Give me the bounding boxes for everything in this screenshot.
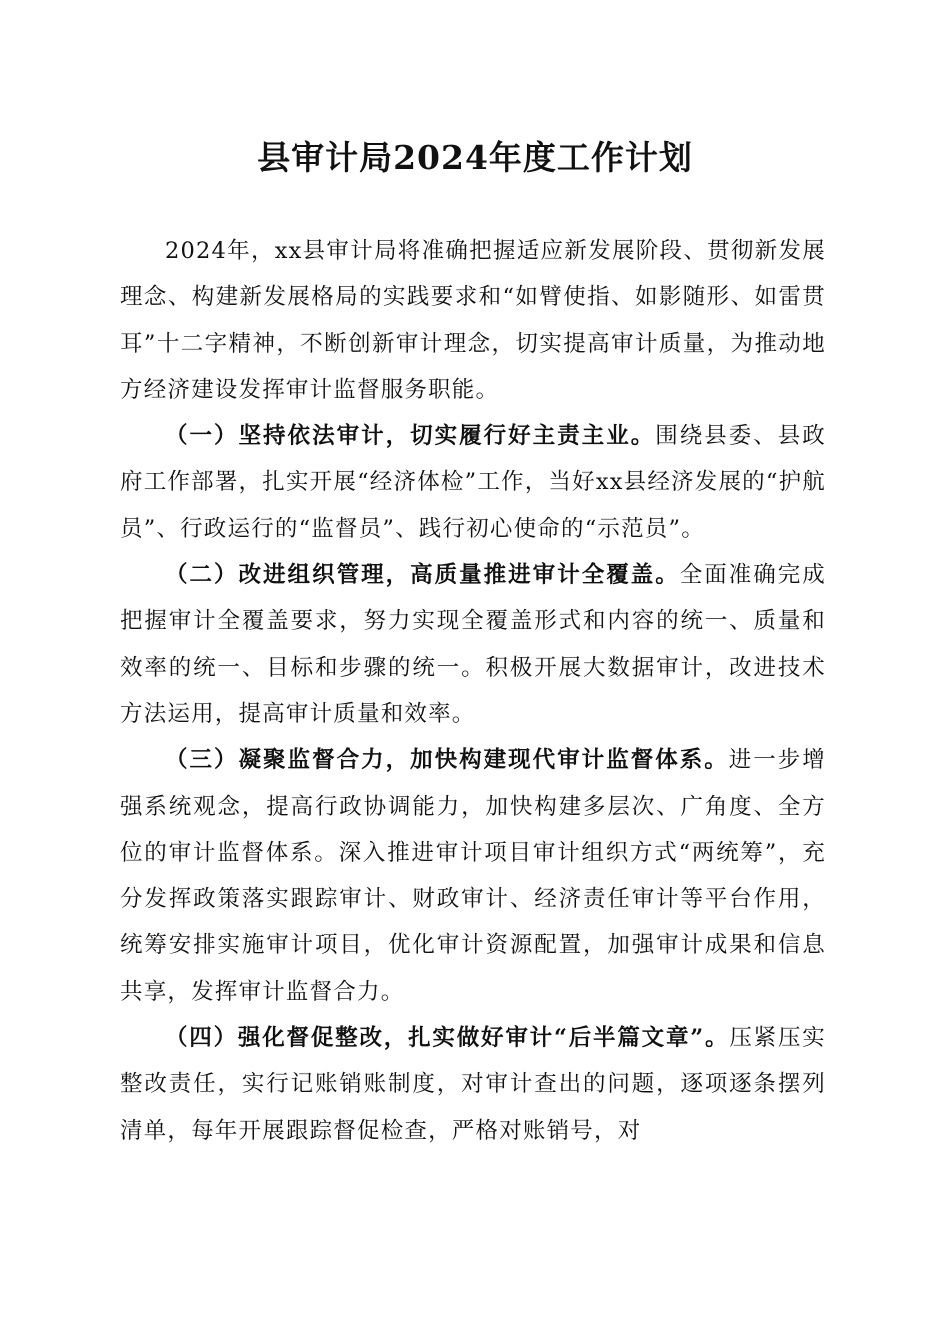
- section-2-heading: （二）改进组织管理，高质量推进审计全覆盖。: [165, 562, 680, 589]
- document-body: [120, 228, 826, 1154]
- section-4-paragraph: [120, 1015, 826, 1154]
- section-2-text: 全面准确完成把握审计全覆盖要求，努力实现全覆盖形式和内容的统一、质量和效率的统一、目标和步骤的统一。积极开展大数据审计，改进技术方法运用，提高审计质量和效率。: [120, 562, 827, 727]
- document-title: 县审计局2024年度工作计划: [257, 138, 693, 177]
- section-4-text: 压紧压实整改责任，实行记账销账制度，对审计查出的问题，逐项逐条摆列清单，每年开展跟踪督促检查，严格对账销号，对: [120, 1025, 826, 1144]
- section-4-heading: （四）强化督促整改，扎实做好审计“后半篇文章”。: [165, 1025, 730, 1052]
- section-3-text: 进一步增强系统观念，提高行政协调能力，加快构建多层次、广角度、全方位的审计监督体系。深入推进审计项目审计组织方式“两统筹”，充分发挥政策落实跟踪审计、财政审计、经济责任审计等平台作用，统筹安排实施审计项目，优化审计资源配置，加强审计成果和信息共享，发挥审计监督合力。: [120, 747, 826, 1005]
- intro-paragraph: 2024年，xx县审计局将准确把握适应新发展阶段、贯彻新发展理念、构建新发展格局的实践要求和“如臂使指、如影随形、如雷贯耳”十二字精神，不断创新审计理念，切实提高审计质量，为推动地方经济建设发挥审计监督服务职能。: [120, 238, 826, 403]
- section-1-text: 围绕县委、县政府工作部署，扎实开展“经济体检”工作，当好xx县经济发展的“护航员”、行政运行的“监督员”、践行初心使命的“示范员”。: [120, 423, 826, 542]
- section-1-paragraph: [120, 413, 826, 552]
- section-3-heading: （三）凝聚监督合力，加快构建现代审计监督体系。: [165, 747, 729, 774]
- section-2-paragraph: [120, 552, 826, 737]
- section-1-heading: （一）坚持依法审计，切实履行好主责主业。: [165, 423, 656, 450]
- section-3-paragraph: [120, 737, 826, 1015]
